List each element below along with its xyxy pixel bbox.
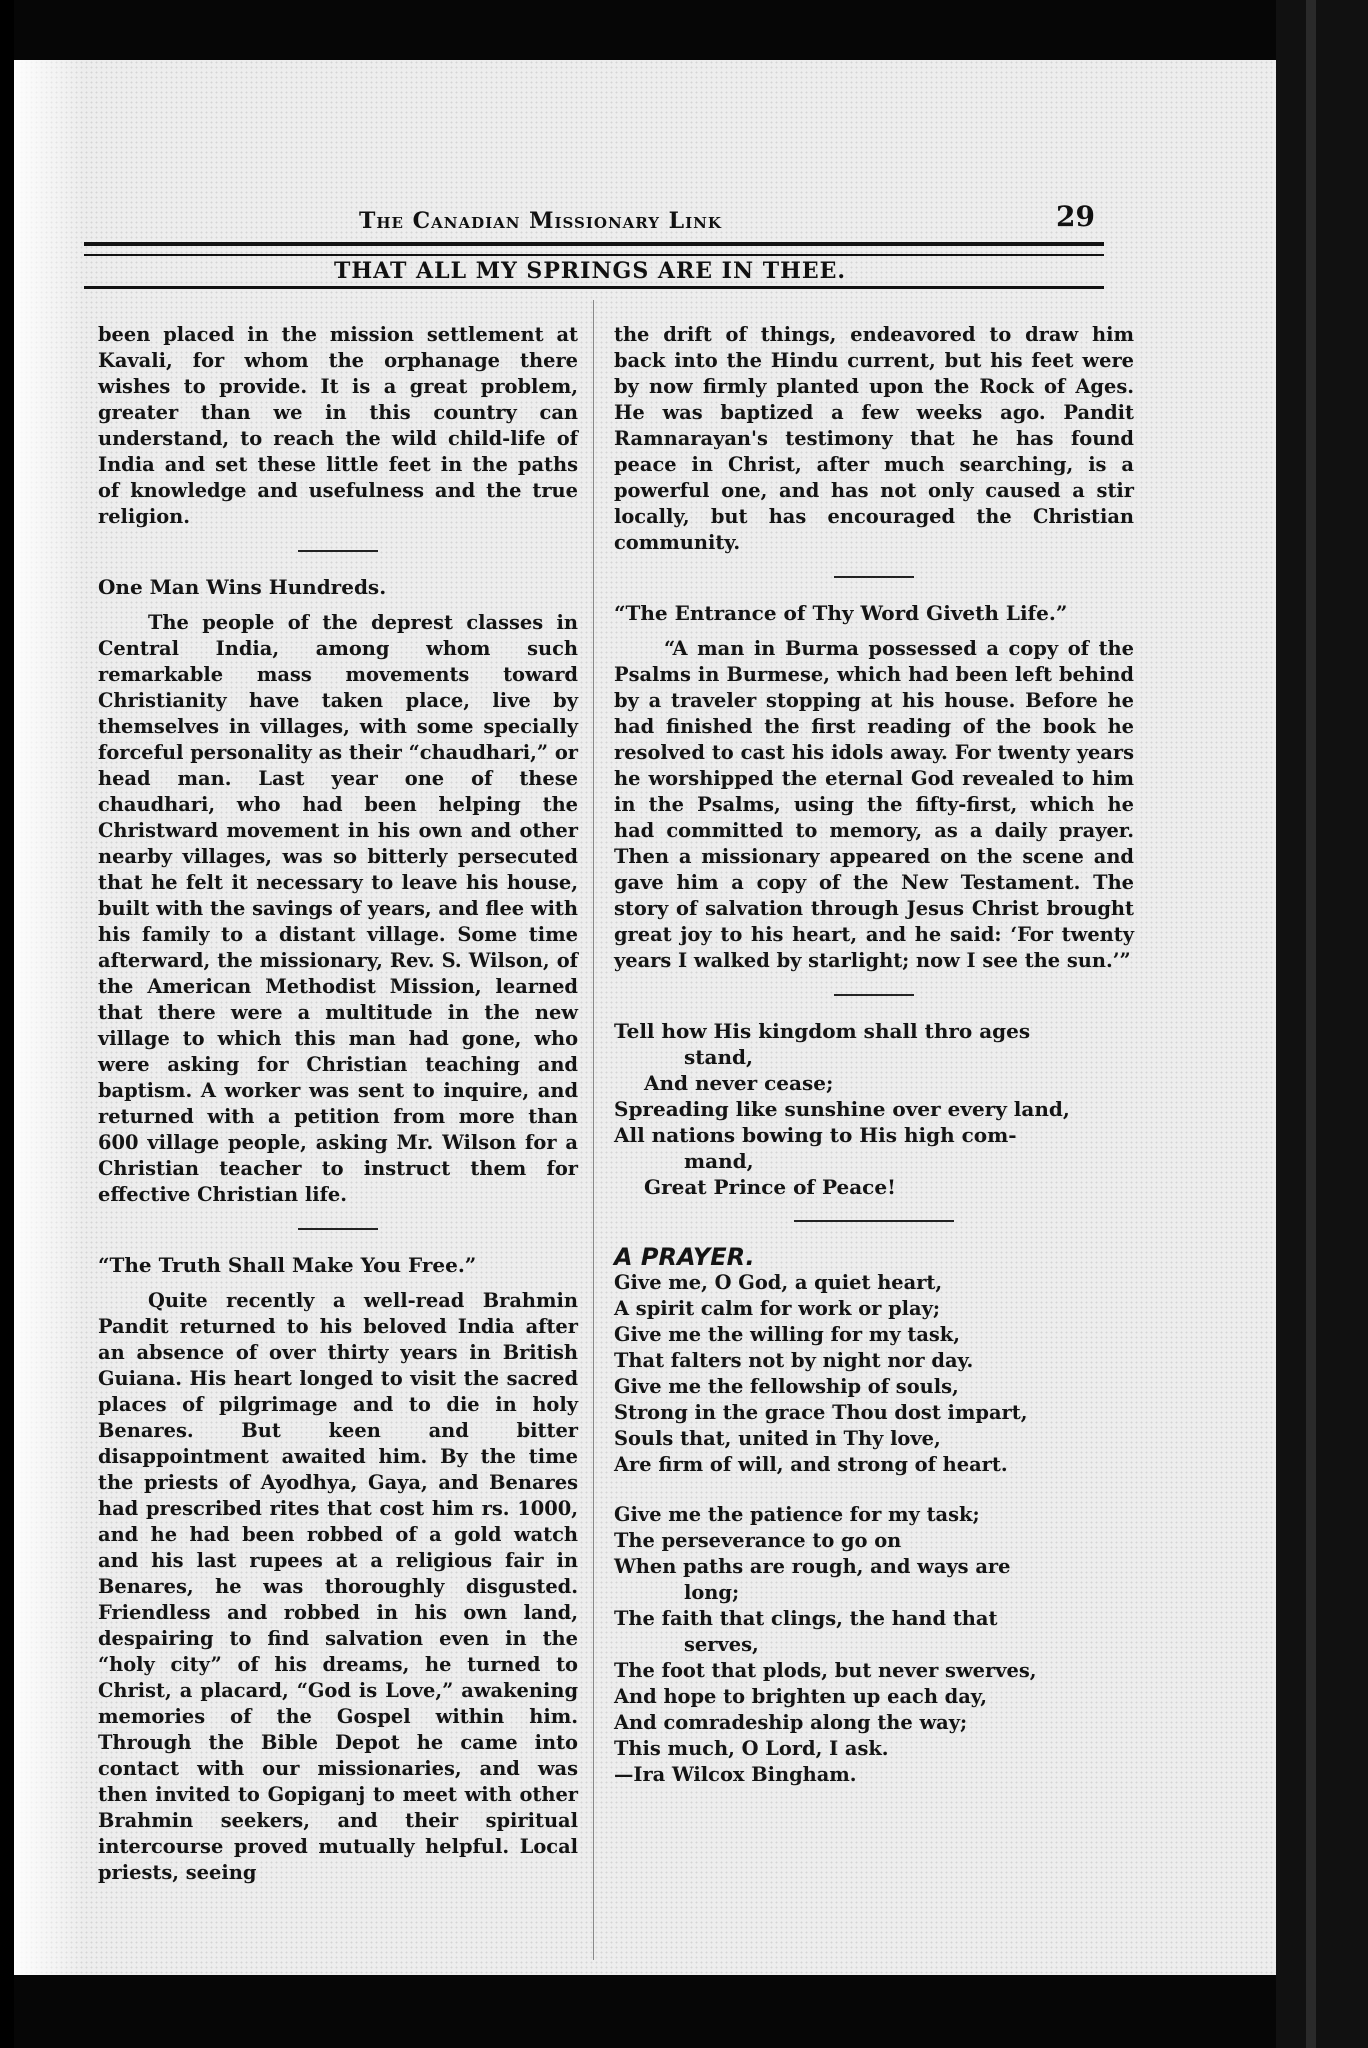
verse-line: All nations bowing to His high com- <box>614 1123 1017 1147</box>
intro-paragraph: been placed in the mission settlement at Kavali, for whom the orphanage there wishes to provide. It is a great problem, greater than we in this country can understand, to reach the wild child-life of India and set these little feet in the paths of knowledge and usefulness and the true religion. <box>98 323 578 528</box>
poem-line: That falters not by night nor day. <box>614 1349 974 1372</box>
separator <box>834 994 914 996</box>
article-body: The people of the deprest classes in Central India, among whom such remarkable mass movements toward Christianity have taken place, live by themselves in villages, with some specially forceful personality as their “chaudhari,” or head man. Last year one of these chaudhari, who had been helping the Christward movement in his own and other nearby villages, was so bitterly persecuted that he felt it necessary to leave his house, built with the savings of years, and flee with his family to a distant village. Some time afterward, the missionary, Rev. S. Wilson, of the American Methodist Mission, learned that there were a multitude in the new village to which this man had gone, who were asking for Christian teaching and baptism. A worker was sent to inquire, and returned with a petition from more than 600 village people, asking Mr. Wilson for a Christian teacher to instruct them for effective Christian life. <box>98 611 578 1206</box>
poem-line: Souls that, united in Thy love, <box>614 1427 941 1450</box>
separator <box>834 576 914 578</box>
page-number: 29 <box>1056 200 1095 233</box>
poem-line: This much, O Lord, I ask. <box>614 1737 889 1760</box>
poem-line: Give me, O God, a quiet heart, <box>614 1271 943 1294</box>
poem-line: Give me the willing for my task, <box>614 1323 960 1346</box>
right-column <box>614 322 1134 1788</box>
verse-line: Spreading like sunshine over every land, <box>614 1097 1070 1121</box>
magazine-page <box>14 60 1276 1975</box>
article-body: Quite recently a well-read Brahmin Pandit returned to his beloved India after an absence of over thirty years in British Guiana. His heart longed to visit the sacred places of pilgrimage and to die in holy Benares. But keen and bitter disappointment awaited him. By the time the priests of Ayodhya, Gaya, and Benares had prescribed rites that cost him rs. 1000, and he had been robbed of a gold watch and his last rupees at a religious fair in Benares, he was thoroughly disgusted. Friendless and robbed in his own land, despairing to find salvation even in the “holy city” of his dreams, he turned to Christ, a placard, “God is Love,” awakening memories of the Gospel within him. Through the Bible Depot he came into contact with our missionaries, and was then invited to Gopiganj to meet with other Brahmin seekers, and their spiritual intercourse proved mutually helpful. Local priests, seeing <box>98 1289 578 1884</box>
verse-line: Tell how His kingdom shall thro ages <box>614 1019 1031 1043</box>
poem-line: The foot that plods, but never swerves, <box>614 1659 1037 1682</box>
prayer-title: A PRAYER. <box>614 1243 755 1271</box>
header-rule-top <box>84 242 1104 246</box>
article-title: One Man Wins Hundreds. <box>98 575 387 599</box>
left-column <box>98 322 578 1886</box>
page-motto: THAT ALL MY SPRINGS ARE IN THEE. <box>334 258 847 284</box>
verse-line: And never cease; <box>644 1071 834 1095</box>
scan-border-left <box>0 0 14 2048</box>
hymn-verse <box>614 1018 1134 1200</box>
poem-attribution: —Ira Wilcox Bingham. <box>614 1763 857 1786</box>
article-title: “The Entrance of Thy Word Giveth Life.” <box>614 601 1068 625</box>
article-title: “The Truth Shall Make You Free.” <box>98 1253 477 1277</box>
poem-line: The perseverance to go on <box>614 1529 902 1552</box>
verse-line: stand, <box>684 1045 753 1069</box>
poem-line: long; <box>684 1581 740 1604</box>
separator <box>298 1228 378 1230</box>
verse-line: Great Prince of Peace! <box>644 1175 896 1199</box>
poem-line: Give me the patience for my task; <box>614 1503 980 1526</box>
poem-line: Strong in the grace Thou dost impart, <box>614 1401 1028 1424</box>
prayer-poem <box>614 1270 1134 1788</box>
poem-line: A spirit calm for work or play; <box>614 1297 941 1320</box>
poem-line: And comradeship along the way; <box>614 1711 968 1734</box>
verse-line: mand, <box>684 1149 754 1173</box>
separator <box>794 1220 954 1222</box>
poem-line: Are firm of will, and strong of heart. <box>614 1453 1008 1476</box>
poem-line: serves, <box>684 1633 759 1656</box>
header-rule-mid <box>84 254 1104 256</box>
header-rule-bottom <box>84 286 1104 289</box>
column-divider <box>593 300 594 1960</box>
poem-line: When paths are rough, and ways are <box>614 1555 1011 1578</box>
scan-border-right <box>1276 0 1368 2048</box>
poem-line: The faith that clings, the hand that <box>614 1607 998 1630</box>
article-body: “A man in Burma possessed a copy of the Psalms in Burmese, which had been left behind by a traveler stopping at his house. Before he had finished the first reading of the book he resolved to cast his idols away. For twenty years he worshipped the eternal God revealed to him in the Psalms, using the fifty-first, which he had committed to memory, as a daily prayer. Then a missionary appeared on the scene and gave him a copy of the New Testament. The story of salvation through Jesus Christ brought great joy to his heart, and he said: ‘For twenty years I walked by starlight; now I see the sun.’” <box>614 637 1134 972</box>
continuation-paragraph: the drift of things, endeavored to draw him back into the Hindu current, but his feet were by now firmly planted upon the Rock of Ages. He was baptized a few weeks ago. Pandit Ramnarayan's testimony that he has found peace in Christ, after much searching, is a powerful one, and has not only caused a stir locally, but has encouraged the Christian community. <box>614 323 1134 554</box>
poem-line: And hope to brighten up each day, <box>614 1685 987 1708</box>
running-title: The Canadian Missionary Link <box>359 208 722 234</box>
poem-line: Give me the fellowship of souls, <box>614 1375 959 1398</box>
separator <box>298 550 378 552</box>
